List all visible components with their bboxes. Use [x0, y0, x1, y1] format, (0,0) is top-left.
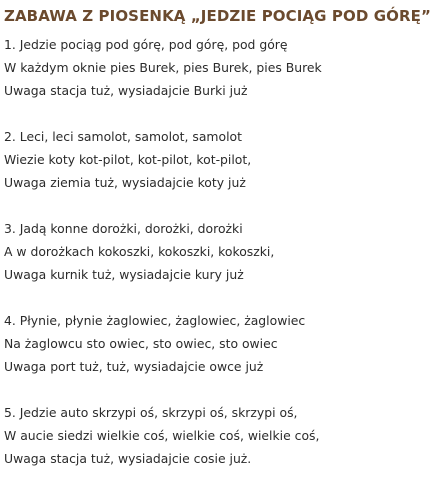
stanza-5-line-2: W aucie siedzi wielkie coś, wielkie coś, wielkie coś, [4, 428, 320, 443]
stanza-4 [4, 309, 444, 378]
stanza-5-line-3: Uwaga stacja tuż, wysiadajcie cosie już. [4, 451, 252, 466]
stanza-3-line-2: A w dorożkach kokoszki, kokoszki, kokoszki, [4, 244, 275, 259]
stanza-1-line-3: Uwaga stacja tuż, wysiadajcie Burki już [4, 83, 248, 98]
stanza-1-line-2: W każdym oknie pies Burek, pies Burek, pies Burek [4, 60, 322, 75]
stanza-5-line-1: 5. Jedzie auto skrzypi oś, skrzypi oś, skrzypi oś, [4, 405, 298, 420]
stanza-3-line-1: 3. Jadą konne dorożki, dorożki, dorożki [4, 221, 243, 236]
stanza-2-line-2: Wiezie koty kot-pilot, kot-pilot, kot-pilot, [4, 152, 252, 167]
stanza-3-line-3: Uwaga kurnik tuż, wysiadajcie kury już [4, 267, 244, 282]
song-document [4, 6, 444, 470]
stanza-2-line-3: Uwaga ziemia tuż, wysiadajcie koty już [4, 175, 246, 190]
stanza-5 [4, 401, 444, 470]
stanza-4-line-2: Na żaglowcu sto owiec, sto owiec, sto owiec [4, 336, 278, 351]
stanza-2 [4, 125, 444, 194]
stanza-4-line-3: Uwaga port tuż, tuż, wysiadajcie owce już [4, 359, 264, 374]
stanza-3 [4, 217, 444, 286]
stanza-4-line-1: 4. Płynie, płynie żaglowiec, żaglowiec, żaglowiec [4, 313, 306, 328]
stanza-1 [4, 33, 444, 102]
stanza-1-line-1: 1. Jedzie pociąg pod górę, pod górę, pod górę [4, 37, 288, 52]
document-title: ZABAWA Z PIOSENKĄ „JEDZIE POCIĄG POD GÓRĘ” [4, 7, 431, 25]
stanza-2-line-1: 2. Leci, leci samolot, samolot, samolot [4, 129, 242, 144]
